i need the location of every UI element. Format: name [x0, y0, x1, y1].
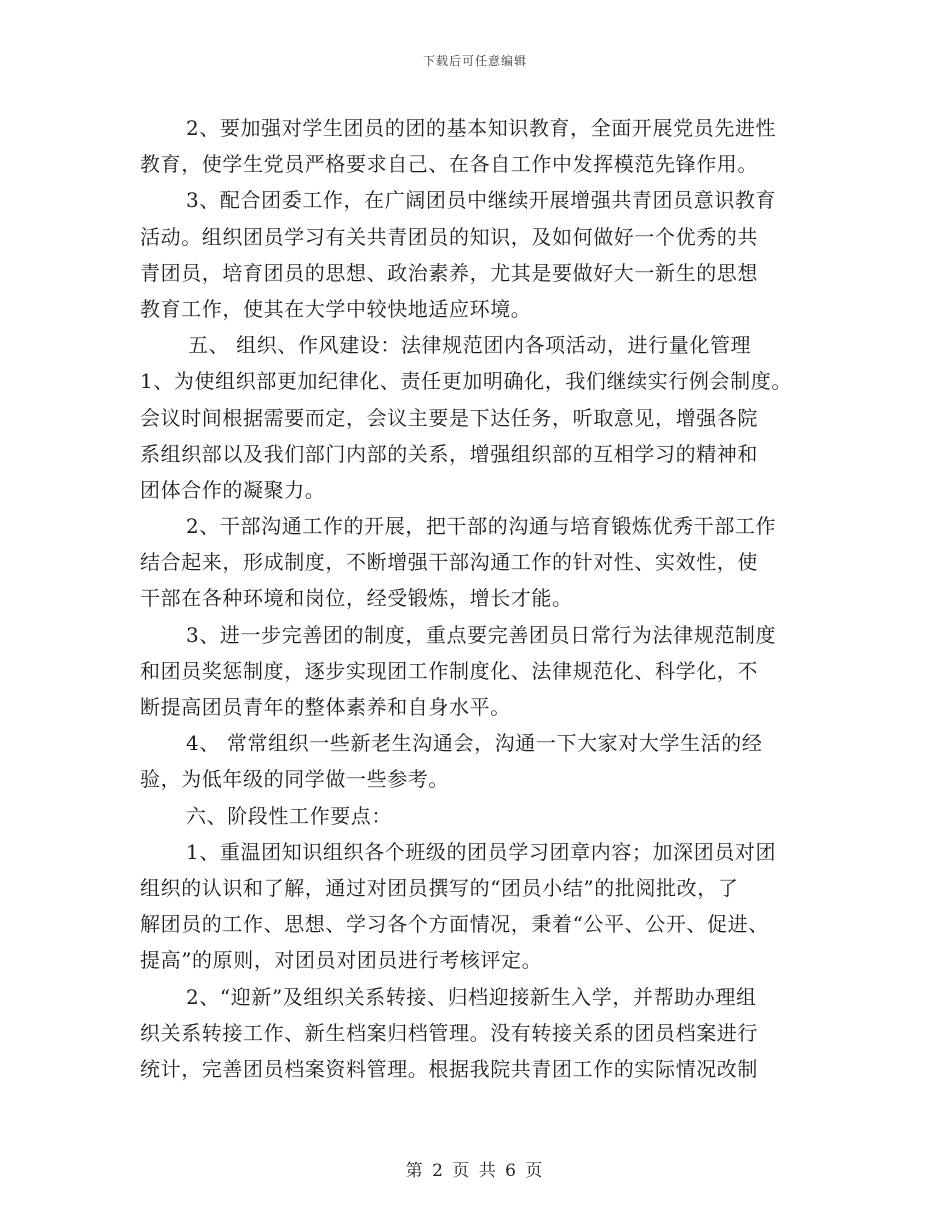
text-line: 五、 组织、作风建设：法律规范团内各项活动，进行量化管理: [188, 333, 752, 358]
text-line: 断提高团员青年的整体素养和自身水平。: [140, 695, 511, 719]
text-line: 3、进一步完善团的制度，重点要完善团员日常行为法律规范制度: [186, 622, 777, 647]
text-line: 和团员奖惩制度，逐步实现团工作制度化、法律规范化、科学化，不: [140, 658, 758, 683]
text-line: 教育工作，使其在大学中较快地适应环境。: [140, 296, 532, 321]
page-footer: 第 2 页 共 6 页: [405, 1161, 545, 1181]
text-line: 织关系转接工作、新生档案归档管理。没有转接关系的团员档案进行: [140, 1020, 758, 1045]
document-body: [140, 110, 820, 1087]
text-line: 提高”的原则，对团员对团员进行考核评定。: [140, 948, 543, 973]
text-line: 3、配合团委工作，在广阔团员中继续开展增强共青团员意识教育: [186, 188, 777, 213]
text-line: 组织的认识和了解，通过对团员撰写的“团员小结”的批阅批改，了: [140, 875, 739, 900]
text-line: 验，为低年级的同学做一些参考。: [140, 767, 449, 792]
text-line: 青团员，培育团员的思想、政治素养，尤其是要做好大一新生的思想: [140, 260, 758, 285]
page-header: 下载后可任意编辑: [422, 54, 527, 68]
text-line: 干部在各种环境和岗位，经受锻炼，增长才能。: [140, 586, 573, 611]
text-line: 系组织部以及我们部门内部的关系，增强组织部的互相学习的精神和: [140, 441, 758, 466]
text-line: 2、“迎新”及组织关系转接、归档迎接新生入学，并帮助办理组: [186, 984, 757, 1009]
text-line: 解团员的工作、思想、学习各个方面情况，秉着“公平、公开、促进、: [140, 912, 769, 937]
text-line: 团体合作的凝聚力。: [140, 477, 326, 502]
text-line: 统计，完善团员档案资料管理。根据我院共青团工作的实际情况改制: [140, 1056, 758, 1081]
text-line: 1、为使组织部更加纪律化、责任更加明确化，我们继续实行例会制度。: [140, 369, 792, 394]
text-line: 2、要加强对学生团员的团的基本知识教育，全面开展党员先进性: [186, 116, 777, 140]
text-line: 会议时间根据需要而定，会议主要是下达任务，听取意见，增强各院: [140, 405, 758, 430]
text-line: 1、重温团知识组织各个班级的团员学习团章内容；加深团员对团: [186, 839, 777, 864]
text-line: 4、 常常组织一些新老生沟通会，沟通一下大家对大学生活的经: [186, 731, 763, 756]
text-line: 六、阶段性工作要点：: [186, 803, 392, 828]
text-line: 结合起来，形成制度，不断增强干部沟通工作的针对性、实效性，使: [140, 550, 758, 575]
text-line: 教育，使学生党员严格要求自己、在各自工作中发挥模范先锋作用。: [140, 152, 758, 177]
text-line: 活动。组织团员学习有关共青团员的知识，及如何做好一个优秀的共: [140, 224, 758, 249]
text-line: 2、干部沟通工作的开展，把干部的沟通与培育锻炼优秀干部工作: [186, 514, 777, 539]
